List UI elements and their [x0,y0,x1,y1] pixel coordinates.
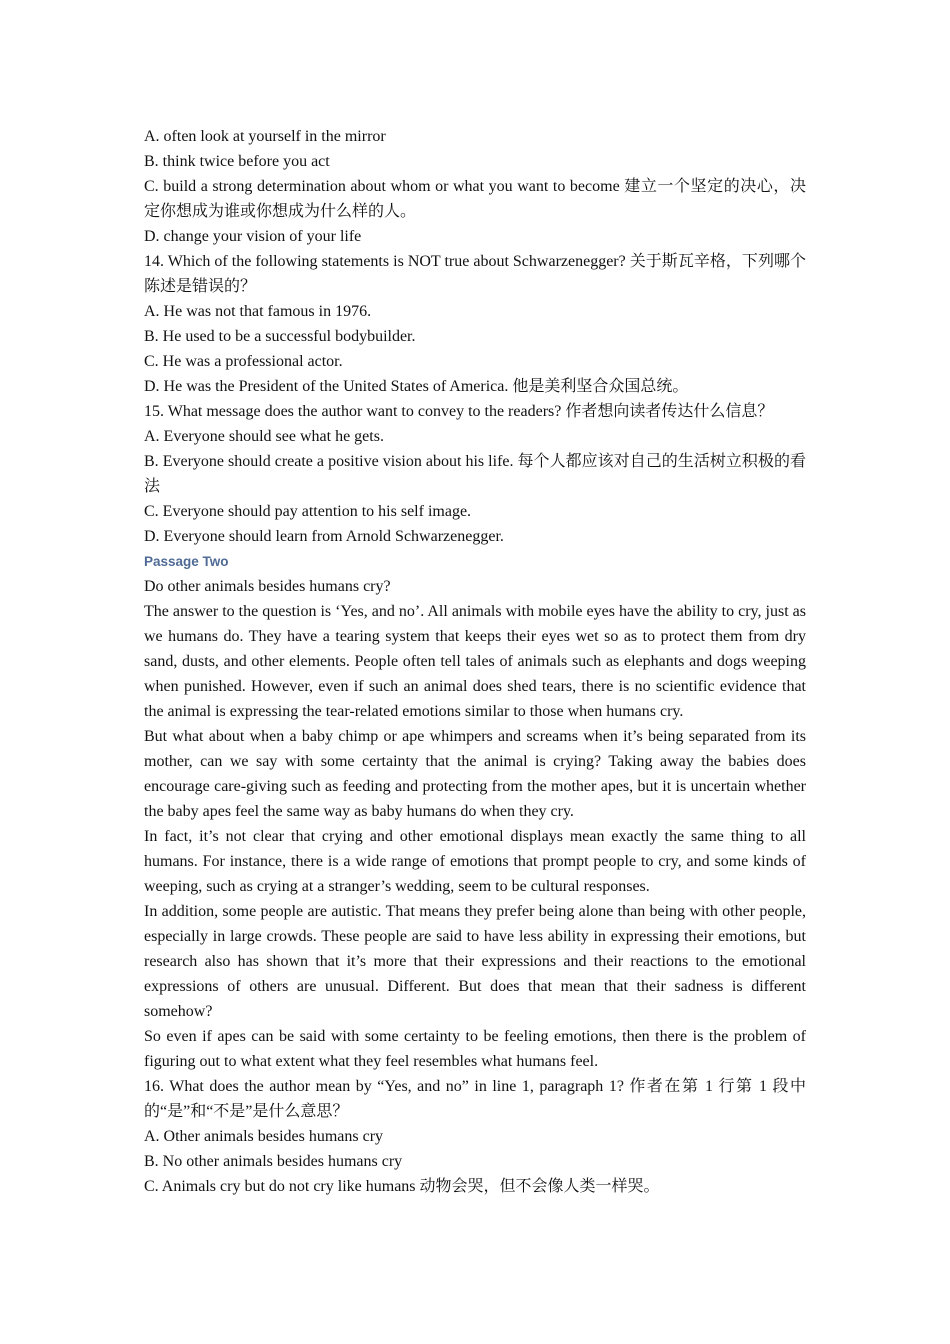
passage-paragraph-2: But what about when a baby chimp or ape whimpers and screams when it’s being separated from its mother, can we say with some certainty that the animal is crying? Taking away the babies does encourage care-giving such as feeding and protecting from the mother apes, but it is uncertain whether the baby apes feel the same way as baby humans do when they cry. [144,728,806,820]
q14-option-d: D. He was the President of the United States of America. 他是美利坚合众国总统。 [144,378,689,395]
document-page [144,124,806,1199]
passage-paragraph-5: So even if apes can be said with some certainty to be feeling emotions, then there is the problem of figuring out to what extent what they feel resembles what humans feel. [144,1028,806,1070]
q16-option-c: C. Animals cry but do not cry like humans 动物会哭，但不会像人类一样哭。 [144,1178,660,1195]
q15-option-b: B. Everyone should create a positive vision about his life. 每个人都应该对自己的生活树立积极的看法 [144,453,806,495]
q13-option-a: A. often look at yourself in the mirror [144,128,386,145]
passage-paragraph-3: In fact, it’s not clear that crying and other emotional displays mean exactly the same thing to all humans. For instance, there is a wide range of emotions that prompt people to cry, and some kinds of weeping, such as crying at a stranger’s wedding, seem to be cultural responses. [144,828,806,895]
q14-option-b: B. He used to be a successful bodybuilder. [144,328,416,345]
q16-question: 16. What does the author mean by “Yes, and no” in line 1, paragraph 1? 作者在第 1 行第 1 段中的“是”和“不是”是什么意思？ [144,1078,806,1120]
q14-option-c: C. He was a professional actor. [144,353,343,370]
q15-option-d: D. Everyone should learn from Arnold Schwarzenegger. [144,528,504,545]
q13-option-d: D. change your vision of your life [144,228,362,245]
q13-option-b: B. think twice before you act [144,153,330,170]
q15-option-a: A. Everyone should see what he gets. [144,428,384,445]
q16-option-a: A. Other animals besides humans cry [144,1128,384,1145]
passage-paragraph-4: In addition, some people are autistic. That means they prefer being alone than being with other people, especially in large crowds. These people are said to have less ability in expressing their emotions, but research also has shown that it’s more that their expressions and their reactions to the emotional expressions of others are unusual. Different. But does that mean that their sadness is different somehow? [144,903,806,1020]
passage-two-title: Do other animals besides humans cry? [144,578,391,595]
q14-question: 14. Which of the following statements is NOT true about Schwarzenegger? 关于斯瓦辛格，下列哪个陈述是错误的？ [144,253,806,295]
q14-option-a: A. He was not that famous in 1976. [144,303,372,320]
q16-option-b: B. No other animals besides humans cry [144,1153,403,1170]
passage-two-heading: Passage Two [144,554,229,569]
q15-question: 15. What message does the author want to convey to the readers? 作者想向读者传达什么信息？ [144,403,774,420]
q15-option-c: C. Everyone should pay attention to his self image. [144,503,472,520]
passage-paragraph-1: The answer to the question is ‘Yes, and no’. All animals with mobile eyes have the ability to cry, just as we humans do. They have a tearing system that keeps their eyes wet so as to protect them from dry sand, dusts, and other elements. People often tell tales of animals such as elephants and dogs weeping when punished. However, even if such an animal does shed tears, there is no scientific evidence that the animal is expressing the tear-related emotions similar to those when humans cry. [144,603,806,720]
q13-option-c: C. build a strong determination about whom or what you want to become 建立一个坚定的决心，决定你想成为谁或你想成为什么样的人。 [144,178,806,220]
